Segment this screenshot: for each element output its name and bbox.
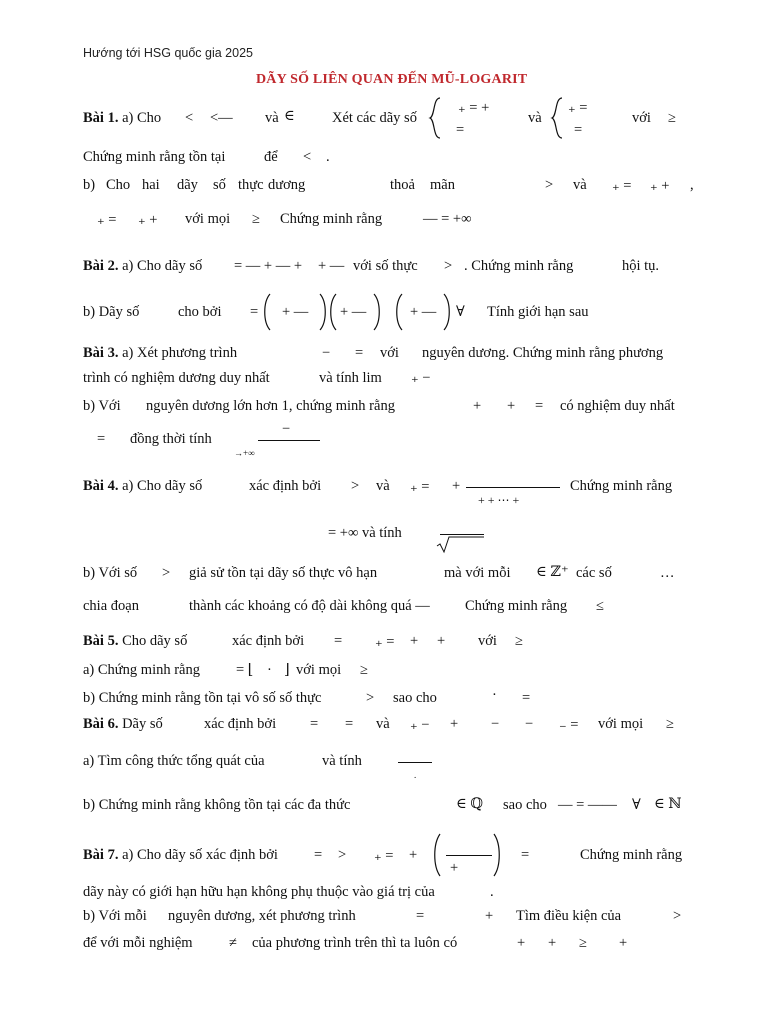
text: Chứng minh rằng tồn tại bbox=[83, 149, 226, 165]
left-paren-icon bbox=[328, 292, 338, 332]
p2-line-a bbox=[83, 257, 202, 275]
p3-label: Bài 3. bbox=[83, 345, 119, 361]
text: với mọi bbox=[598, 716, 644, 732]
math-symbol: − bbox=[525, 716, 534, 732]
text: dương bbox=[268, 177, 306, 193]
text: = +∞ và tính bbox=[328, 525, 402, 541]
text: Dãy số bbox=[118, 716, 163, 732]
math-symbol: > bbox=[444, 258, 453, 274]
math-symbol: ₊ = bbox=[612, 178, 632, 194]
fraction-bar bbox=[398, 762, 432, 763]
text: thành các khoảng có độ dài không quá — bbox=[189, 598, 430, 614]
text: . bbox=[490, 884, 494, 900]
text: Chứng minh rằng bbox=[465, 598, 568, 614]
math-symbol: = bbox=[355, 345, 364, 361]
text: sao cho bbox=[393, 690, 437, 706]
math-symbol: — = —— bbox=[558, 797, 617, 813]
math-symbol: ∈ bbox=[284, 108, 295, 124]
p1-label: Bài 1. bbox=[83, 110, 119, 126]
math-symbol: + + ⋯ + bbox=[478, 493, 520, 507]
text: a) Cho dãy số bbox=[118, 478, 203, 494]
text: với bbox=[632, 110, 651, 126]
text: giả sử tồn tại dãy số thực vô hạn bbox=[189, 565, 378, 581]
fraction-bar bbox=[258, 440, 320, 441]
math-symbol: + bbox=[410, 633, 419, 649]
math-symbol: ∈ ℚ bbox=[456, 796, 483, 812]
math-symbol: <— bbox=[210, 110, 233, 126]
right-paren-icon bbox=[318, 292, 328, 332]
math-symbol: + bbox=[473, 398, 482, 414]
math-symbol: + bbox=[437, 633, 446, 649]
right-paren-icon bbox=[372, 292, 382, 332]
math-symbol: … bbox=[660, 565, 675, 581]
text: Xét các dãy số bbox=[332, 110, 417, 126]
text: Cho dãy số bbox=[118, 633, 188, 649]
text: sao cho bbox=[503, 797, 547, 813]
text: mà với mỗi bbox=[444, 565, 511, 581]
math-symbol: ₊ = bbox=[410, 479, 430, 495]
text: và bbox=[376, 478, 390, 494]
fraction-bar bbox=[466, 487, 560, 488]
p1-line-a1 bbox=[83, 109, 161, 127]
math-symbol: ≥ bbox=[252, 211, 260, 227]
fraction-bar bbox=[446, 855, 492, 856]
p5-label: Bài 5. bbox=[83, 633, 119, 649]
math-symbol: + — bbox=[318, 258, 345, 274]
math-symbol: ₊ = bbox=[568, 100, 588, 116]
text: và bbox=[528, 110, 542, 126]
math-symbol: ∀ bbox=[456, 304, 465, 320]
math-symbol: = bbox=[456, 122, 465, 138]
text: và bbox=[573, 177, 587, 193]
math-symbol: = bbox=[310, 716, 319, 732]
math-symbol: + bbox=[450, 716, 459, 732]
math-symbol: ₊ + bbox=[138, 212, 158, 228]
p7-label: Bài 7. bbox=[83, 847, 119, 863]
left-brace-icon bbox=[550, 96, 564, 140]
text: xác định bởi bbox=[232, 633, 305, 649]
text: các số bbox=[576, 565, 612, 581]
text: dãy bbox=[177, 177, 198, 193]
text: và tính lim bbox=[319, 370, 382, 386]
math-symbol: ≥ bbox=[579, 935, 587, 951]
text: số bbox=[213, 177, 226, 193]
text: Chứng minh rằng bbox=[570, 478, 673, 494]
text: với mọi bbox=[185, 211, 231, 227]
math-symbol: = bbox=[416, 908, 425, 924]
math-symbol: + bbox=[409, 847, 418, 863]
p5-line-1 bbox=[83, 632, 187, 650]
text: mãn bbox=[430, 177, 455, 193]
math-symbol: ≥ bbox=[668, 110, 676, 126]
right-paren-icon bbox=[492, 832, 502, 878]
text: b) Dãy số bbox=[83, 304, 140, 320]
math-symbol: — = +∞ bbox=[423, 211, 472, 227]
text: nguyên dương. Chứng minh rằng phương bbox=[422, 345, 664, 361]
math-symbol: ₊ = + bbox=[458, 100, 490, 116]
math-symbol: ∈ ℕ bbox=[654, 796, 682, 812]
math-symbol: ≠ bbox=[229, 935, 237, 951]
math-symbol: > bbox=[162, 565, 171, 581]
text: thực bbox=[238, 177, 264, 193]
math-symbol: ₋ = bbox=[559, 717, 579, 733]
text: với số thực bbox=[353, 258, 418, 274]
p6-line-1 bbox=[83, 715, 163, 733]
text: để bbox=[264, 149, 278, 165]
text: . Chứng minh rằng bbox=[464, 258, 574, 274]
math-symbol: ₊ = bbox=[375, 634, 395, 650]
math-symbol: = bbox=[574, 122, 583, 138]
math-symbol: · bbox=[492, 687, 497, 703]
fraction-bar bbox=[440, 534, 484, 535]
math-symbol: − bbox=[282, 421, 291, 437]
math-symbol: + bbox=[507, 398, 516, 414]
left-paren-icon bbox=[262, 292, 272, 332]
text: a) Xét phương trình bbox=[118, 345, 238, 361]
left-brace-icon bbox=[428, 96, 442, 140]
text: và tính bbox=[322, 753, 362, 769]
math-symbol: ≥ bbox=[515, 633, 523, 649]
math-symbol: ≥ bbox=[360, 662, 368, 678]
math-symbol: + bbox=[517, 935, 526, 951]
math-symbol: + bbox=[485, 908, 494, 924]
text: xác định bởi bbox=[204, 716, 277, 732]
text: a) Cho dãy số xác định bởi bbox=[118, 847, 278, 863]
text: của phương trình trên thì ta luôn có bbox=[252, 935, 458, 951]
text: b) Với số bbox=[83, 565, 138, 581]
math-symbol: = bbox=[522, 690, 531, 706]
text: nguyên dương, xét phương trình bbox=[168, 908, 356, 924]
sqrt-sign-icon bbox=[436, 536, 486, 554]
math-symbol: = bbox=[97, 431, 106, 447]
text: Chứng minh rằng bbox=[580, 847, 683, 863]
math-symbol: = bbox=[250, 304, 259, 320]
text: với mọi bbox=[296, 662, 342, 678]
text: Tìm điều kiện của bbox=[516, 908, 622, 924]
text: Cho bbox=[106, 177, 131, 193]
math-symbol: = bbox=[521, 847, 530, 863]
math-symbol: ∈ ℤ⁺ bbox=[536, 564, 569, 580]
text: có nghiệm duy nhất bbox=[560, 398, 675, 414]
math-symbol: ₊ = bbox=[97, 212, 117, 228]
text: Chứng minh rằng bbox=[280, 211, 383, 227]
text: b) Chứng minh rằng không tồn tại các đa thức bbox=[83, 797, 351, 813]
header-text: Hướng tới HSG quốc gia 2025 bbox=[83, 46, 253, 60]
text: với bbox=[478, 633, 497, 649]
text: a) Tìm công thức tổng quát của bbox=[83, 753, 265, 769]
math-symbol: ∀ bbox=[632, 797, 641, 813]
math-symbol: > bbox=[338, 847, 347, 863]
text: b) Với bbox=[83, 398, 121, 414]
text: b) Chứng minh rằng tồn tại vô số số thực bbox=[83, 690, 322, 706]
limit-subscript: →+∞ bbox=[234, 448, 255, 458]
math-symbol: − bbox=[491, 716, 500, 732]
p4-label: Bài 4. bbox=[83, 478, 119, 494]
math-symbol: + bbox=[452, 478, 461, 494]
text: với bbox=[380, 345, 399, 361]
math-symbol: + bbox=[450, 860, 459, 876]
math-symbol: > bbox=[351, 478, 360, 494]
text: dãy này có giới hạn hữu hạn không phụ thuộc vào giá trị của bbox=[83, 884, 435, 900]
math-symbol: ₊ + bbox=[650, 178, 670, 194]
p4-line-a1 bbox=[83, 477, 202, 495]
math-symbol: ₊ − bbox=[410, 717, 430, 733]
math-symbol: + — bbox=[282, 304, 309, 320]
math-symbol: ₊ = bbox=[374, 848, 394, 864]
text: cho bởi bbox=[178, 304, 222, 320]
math-symbol: > bbox=[673, 908, 682, 924]
p6-label: Bài 6. bbox=[83, 716, 119, 732]
math-symbol: + bbox=[619, 935, 628, 951]
math-symbol: − bbox=[322, 345, 331, 361]
math-symbol: = — + — + bbox=[234, 258, 303, 274]
p3-line-a1 bbox=[83, 344, 237, 362]
math-symbol: + — bbox=[410, 304, 437, 320]
p2-label: Bài 2. bbox=[83, 258, 119, 274]
math-symbol: > bbox=[366, 690, 375, 706]
left-paren-icon bbox=[394, 292, 404, 332]
page-title: DÃY SỐ LIÊN QUAN ĐẾN MŨ-LOGARIT bbox=[256, 72, 528, 87]
math-symbol: ⌋ bbox=[284, 662, 290, 678]
text: , bbox=[690, 177, 694, 193]
text: Tính giới hạn sau bbox=[487, 304, 589, 320]
math-symbol: = bbox=[345, 716, 354, 732]
text: hội tụ. bbox=[622, 258, 660, 274]
text: và bbox=[376, 716, 390, 732]
math-symbol: < bbox=[185, 110, 194, 126]
math-symbol: = ⌊ bbox=[236, 662, 254, 678]
text: b) Với mỗi bbox=[83, 908, 147, 924]
math-symbol: ₊ − bbox=[411, 370, 431, 386]
text: để với mỗi nghiệm bbox=[83, 935, 193, 951]
right-paren-icon bbox=[442, 292, 452, 332]
left-paren-icon bbox=[432, 832, 442, 878]
math-symbol: . bbox=[414, 770, 417, 780]
math-symbol: < bbox=[303, 149, 312, 165]
text: a) Cho bbox=[118, 110, 162, 126]
p7-line-a1 bbox=[83, 846, 278, 864]
text: trình có nghiệm dương duy nhất bbox=[83, 370, 270, 386]
text: a) Chứng minh rằng bbox=[83, 662, 200, 678]
math-symbol: ≥ bbox=[666, 716, 674, 732]
math-symbol: + bbox=[548, 935, 557, 951]
text: xác định bởi bbox=[249, 478, 322, 494]
text: b) bbox=[83, 177, 96, 193]
text: a) Cho dãy số bbox=[118, 258, 203, 274]
math-symbol: + — bbox=[340, 304, 367, 320]
math-symbol: = bbox=[535, 398, 544, 414]
math-symbol: = bbox=[314, 847, 323, 863]
text: chia đoạn bbox=[83, 598, 139, 614]
text: và bbox=[265, 110, 279, 126]
math-symbol: = bbox=[334, 633, 343, 649]
text: đồng thời tính bbox=[130, 431, 212, 447]
text: . bbox=[326, 149, 330, 165]
math-symbol: · bbox=[267, 662, 272, 678]
text: thoả bbox=[390, 177, 415, 193]
text: hai bbox=[142, 177, 160, 193]
math-symbol: > bbox=[545, 177, 554, 193]
math-symbol: ≤ bbox=[596, 598, 604, 614]
text: nguyên dương lớn hơn 1, chứng minh rằng bbox=[146, 398, 395, 414]
